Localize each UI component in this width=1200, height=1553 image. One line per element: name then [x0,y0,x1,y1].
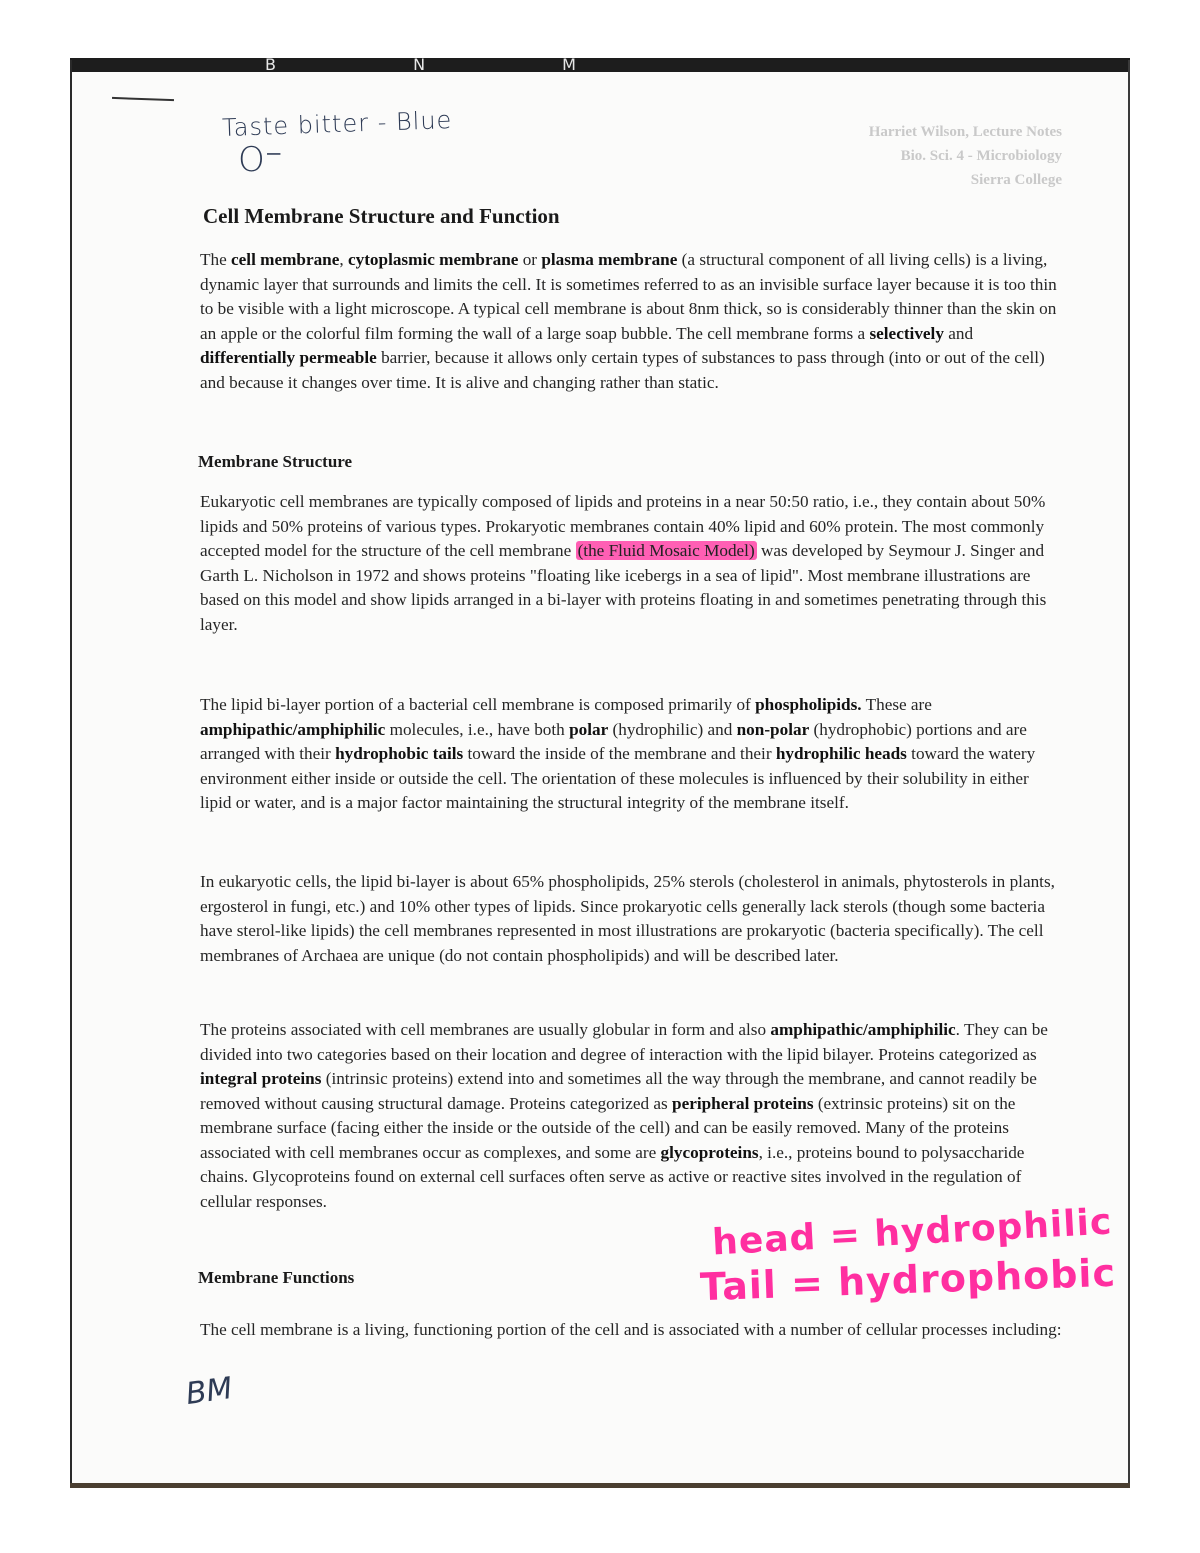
header-author: Harriet Wilson, Lecture Notes [868,124,1062,140]
structure-paragraph-2: The lipid bi-layer portion of a bacterial cell membrane is composed primarily of phospholipids. These are amphipathic/amphiphilic molecules, i.e., have both polar (hydrophilic) and non-polar (hydrophobic) portions and are arranged with their hydrophobic tails toward the inside of the membrane and their hydrophilic heads toward the watery environment either inside or outside the cell. The orientation of these molecules is influenced by their solubility in either lipid or water, and is a major factor maintaining the structural integrity of the membrane itself. [200,695,1036,812]
header-info [869,120,1062,192]
handwritten-note: Taste bitter - Blue [221,105,453,143]
handwritten-initials: BM [183,1370,235,1413]
scan-right-edge [1128,60,1130,1486]
structure-paragraph-3: In eukaryotic cells, the lipid bi-layer is about 65% phospholipids, 25% sterols (cholesterol in animals, phytosterols in plants, ergosterol in fungi, etc.) and 10% other types of lipids. Since prokaryotic cells generally lack sterols (though some bacteria have sterol-like lipids) the cell membranes represented in most illustrations are prokaryotic (bacteria specifically). The cell membranes of Archaea are unique (do not contain phospholipids) and will be described later. [200,872,1055,965]
scan-left-edge [70,60,72,1486]
structure-paragraph-4: The proteins associated with cell membranes are usually globular in form and also amphipathic/amphiphilic. They can be divided into two categories based on their location and degree of interaction with the lipid bilayer. Proteins categorized as integral proteins (intrinsic proteins) extend into and sometimes all the way through the membrane, and cannot readily be removed without causing structural damage. Proteins categorized as peripheral proteins (extrinsic proteins) sit on the membrane surface (facing either the inside or the outside of the cell) and can be easily removed. Many of the proteins associated with cell membranes occur as complexes, and some are glycoproteins, i.e., proteins bound to polysaccharide chains. Glycoproteins found on external cell surfaces often serve as active or reactive sites involved in the regulation of cellular responses. [200,1020,1048,1211]
intro-paragraph: The cell membrane, cytoplasmic membrane or plasma membrane (a structural component of all living cells) is a living, dynamic layer that surrounds and limits the cell. It is sometimes referred to as an invisible surface layer because it is too thin to be visible with a light microscope. A typical cell membrane is about 8nm thick, so is considerably thinner than the skin on an apple or the colorful film forming the wall of a large soap bubble. The cell membrane forms a selectively and differentially permeable barrier, because it allows only certain types of substances to pass through (into or out of the cell) and because it changes over time. It is alive and changing rather than static. [200,250,1057,392]
handwritten-symbol: O⁻ [238,140,283,180]
structure-paragraph-1: Eukaryotic cell membranes are typically composed of lipids and proteins in a near 50:50 ratio, i.e., they contain about 50% lipids and 50% proteins of various types. Prokaryotic membranes contain 40% lipid and 60% protein. The most commonly accepted model for the structure of the cell membrane (the Fluid Mosaic Model) was developed by Seymour J. Singer and Garth L. Nicholson in 1972 and shows proteins "floating like icebergs in a sea of lipid". Most membrane illustrations are based on this model and show lipids arranged in a bi-layer with proteins floating in and sometimes penetrating through this layer. [200,492,1047,634]
scan-top-strip-letters: B N M [265,55,642,74]
document-title: Cell Membrane Structure and Function [203,204,560,228]
header-course: Bio. Sci. 4 - Microbiology [900,148,1062,164]
highlighted-text: (the Fluid Mosaic Model) [577,541,755,560]
section-heading-functions: Membrane Functions [198,1268,355,1287]
functions-paragraph: The cell membrane is a living, functioning portion of the cell and is associated with a number of cellular processes including: [200,1320,1062,1339]
header-school: Sierra College [970,172,1062,188]
pink-annotation-head: head = hydrophilic [711,1201,1114,1264]
section-heading-structure: Membrane Structure [198,452,353,471]
pink-annotation-tail: Tail = hydrophobic [699,1250,1117,1310]
scan-bottom-strip [70,1483,1130,1488]
